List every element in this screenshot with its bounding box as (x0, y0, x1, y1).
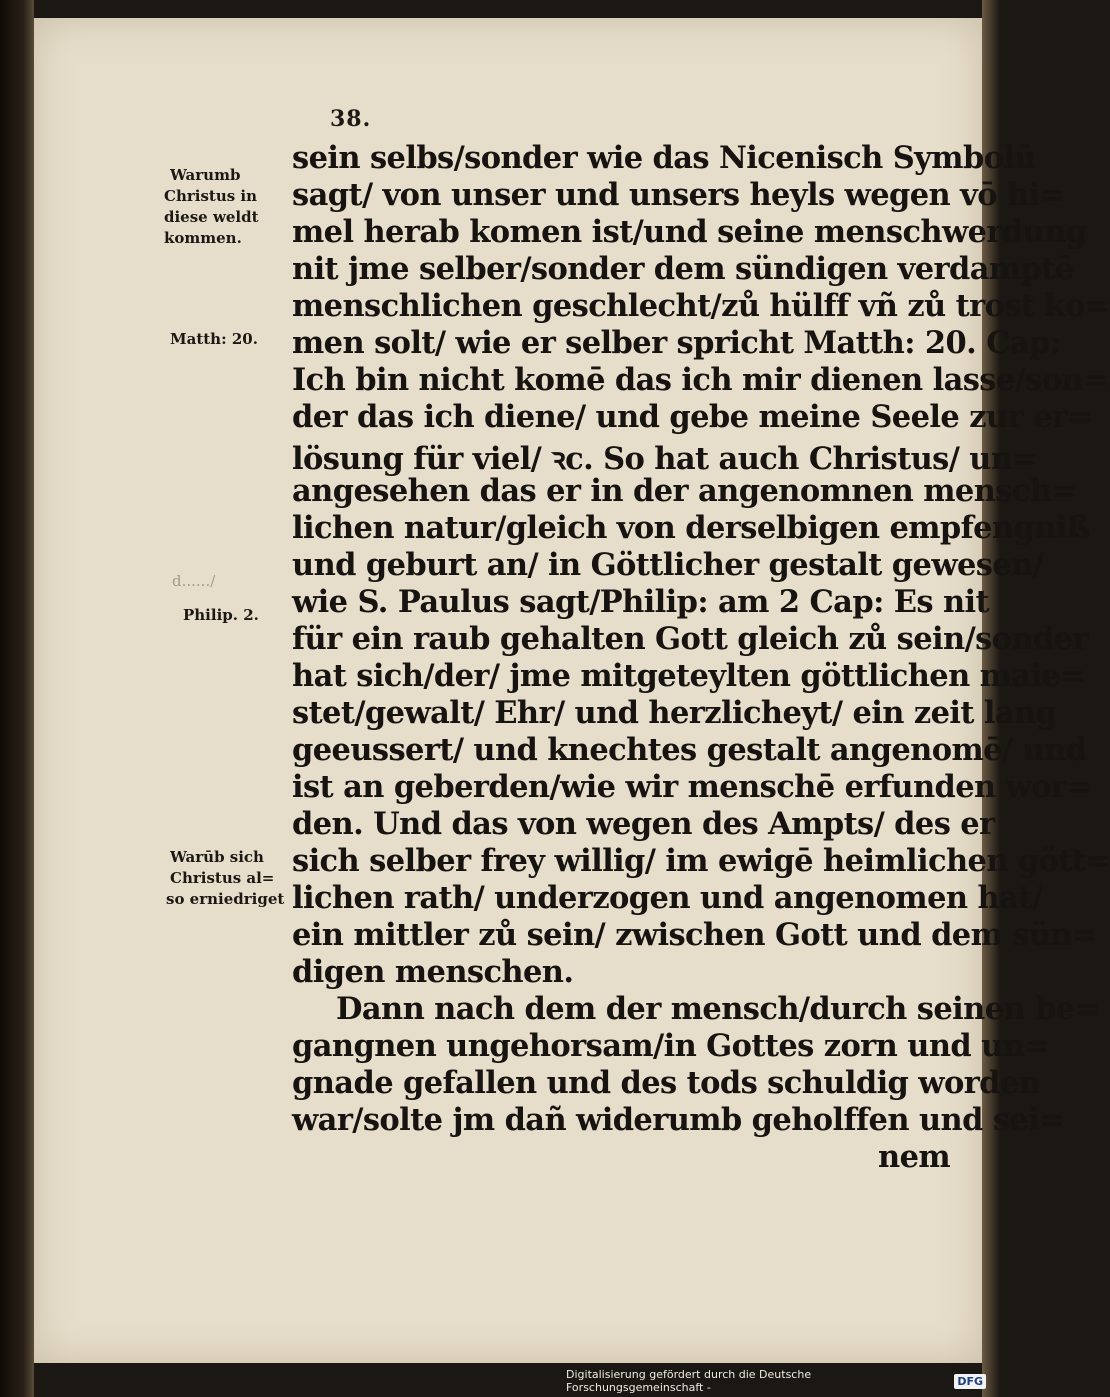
text-line: ist an geberden/wie wir menschē erfunden wor= (292, 769, 1092, 805)
margin-note: Christus in (164, 187, 257, 205)
dfg-logo: DFG (954, 1374, 986, 1389)
text-line: Dann nach dem der mensch/durch seinen be= (336, 991, 1100, 1027)
margin-note: Matth: 20. (170, 330, 258, 348)
margin-note: Christus al= (170, 869, 275, 887)
margin-note: Philip. 2. (183, 606, 259, 624)
text-line: lichen rath/ underzogen und angenomen hat/ (292, 880, 1043, 916)
page-number: 38. (330, 106, 372, 132)
text-line: hat sich/der/ jme mitgeteylten göttlichen maie= (292, 658, 1086, 694)
margin-note: so erniedriget (166, 890, 285, 908)
text-line: nit jme selber/sonder dem sündigen verdamptē (292, 251, 1074, 287)
text-line: ein mittler zů sein/ zwischen Gott und dem sün= (292, 917, 1097, 953)
text-line: gangnen ungehorsam/in Gottes zorn und un= (292, 1028, 1050, 1064)
text-line: menschlichen geschlecht/zů hülff vñ zů trost ko= (292, 288, 1110, 324)
book-spine (0, 0, 34, 1397)
text-line: men solt/ wie er selber spricht Matth: 20. Cap: (292, 325, 1061, 361)
text-line: sagt/ von unser und unsers heyls wegen vō hi= (292, 177, 1065, 213)
text-line: und geburt an/ in Göttlicher gestalt gewesen/ (292, 547, 1044, 583)
text-line: war/solte jm dañ widerumb geholffen und sei= (292, 1102, 1065, 1138)
text-line: wie S. Paulus sagt/Philip: am 2 Cap: Es nit (292, 584, 990, 620)
catchword: nem (878, 1139, 951, 1175)
text-line: lösung für viel/ ꝛc. So hat auch Christus/ un= (292, 441, 1038, 477)
text-line: der das ich diene/ und gebe meine Seele zur er= (292, 399, 1093, 435)
margin-note: Warūb sich (170, 848, 264, 866)
footer-text: Digitalisierung gefördert durch die Deutsche Forschungsgemeinschaft - (566, 1368, 812, 1394)
text-line: digen menschen. (292, 954, 574, 990)
text-line: angesehen das er in der angenomnen mensch= (292, 473, 1077, 509)
text-line: den. Und das von wegen des Ampts/ des er (292, 806, 995, 842)
margin-note: diese weldt (164, 208, 259, 226)
text-line: geeussert/ und knechtes gestalt angenomē/ und (292, 732, 1087, 768)
text-line: sich selber frey willig/ im ewigē heimlichen gött= (292, 843, 1110, 879)
text-line: gnade gefallen und des tods schuldig worden (292, 1065, 1041, 1101)
text-line: stet/gewalt/ Ehr/ und herzlicheyt/ ein zeit lang (292, 695, 1057, 731)
text-line: mel herab komen ist/und seine menschwerdung (292, 214, 1087, 250)
faint-mark: d....../ (172, 572, 216, 590)
margin-note: Warumb (170, 166, 241, 184)
text-line: für ein raub gehalten Gott gleich zů sein/sonder (292, 621, 1088, 657)
margin-note: kommen. (164, 229, 242, 247)
text-line: Ich bin nicht komē das ich mir dienen lasse/son= (292, 362, 1109, 398)
footer-credit (566, 1367, 986, 1395)
text-line: lichen natur/gleich von derselbigen empfengniß (292, 510, 1090, 546)
text-line: sein selbs/sonder wie das Nicenisch Symbolū (292, 140, 1036, 176)
